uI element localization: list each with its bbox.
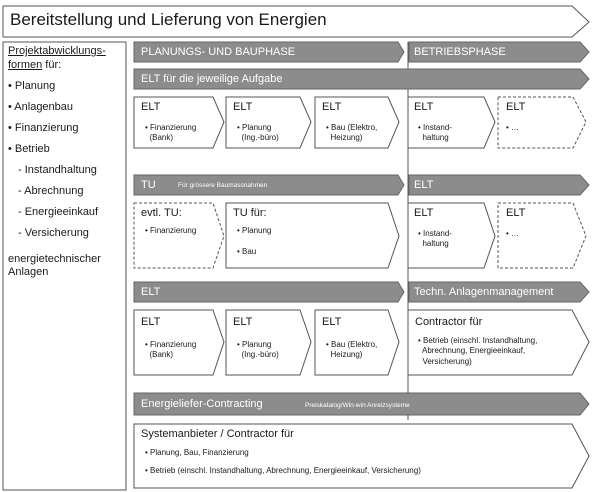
band3-header-right-label: Techn. Anlagenmanagement <box>414 286 554 298</box>
sidebar-item-finanzierung: • Finanzierung <box>8 122 79 134</box>
band1-header-label: ELT für die jeweilige Aufgabe <box>141 73 283 85</box>
sidebar-heading-underlined: formen <box>8 59 43 71</box>
band4-box-title: Systemanbieter / Contractor für <box>141 428 294 440</box>
band3-box-1-bullet: • Finanzierung (Bank) <box>145 340 197 360</box>
band3-box-1-title: ELT <box>141 316 161 328</box>
page-title: Bereitstellung und Lieferung von Energien <box>10 10 327 29</box>
sidebar-footer-line2: Anlagen <box>8 266 49 278</box>
sidebar-heading-line2 <box>8 59 61 72</box>
band3-box-2-bullet: • Planung (Ing.-büro) <box>237 340 279 360</box>
band1-box-2-bullet: • Planung (Ing.-büro) <box>237 123 279 143</box>
band3-box-4-bullet: • Betrieb (einschl. Instandhaltung, Abrechnung, Energieeinkauf, Versicherung) <box>418 336 538 366</box>
phase-operation-label: BETRIEBSPHASE <box>414 46 506 58</box>
band2-header-right-arrow <box>409 175 589 195</box>
band3-header-label: ELT <box>141 286 161 298</box>
band1-box-5-bullet: • … <box>506 123 520 132</box>
sidebar-item-instandhaltung: - Instandhaltung <box>18 164 97 176</box>
band4-header-note: Preiskatalog/Win-win Anreizsysteme <box>305 402 410 409</box>
sidebar-heading-suffix: für: <box>42 59 62 71</box>
band2-box-3-bullet: • Instand- haltung <box>418 229 452 249</box>
band2-box-4-title: ELT <box>506 207 526 219</box>
band1-box-4-title: ELT <box>414 101 434 113</box>
band2-box-1-bullet: • Finanzierung <box>145 226 197 235</box>
sidebar-item-planung: • Planung <box>8 80 56 92</box>
sidebar-item-abrechnung: - Abrechnung <box>18 185 84 197</box>
band2-box-1-title: evtl. TU: <box>141 207 182 219</box>
band1-box-1-bullet: • Finanzierung (Bank) <box>145 123 197 143</box>
band1-box-3-bullet: • Bau (Elektro, Heizung) <box>326 123 378 143</box>
band1-box-4-bullet: • Instand- haltung <box>418 123 452 143</box>
band1-box-2-title: ELT <box>233 101 253 113</box>
band2-box-2-title: TU für: <box>233 207 267 219</box>
sidebar-item-energieeinkauf: - Energieeinkauf <box>18 206 99 218</box>
sidebar-item-versicherung: - Versicherung <box>18 227 89 239</box>
band3-header-arrow <box>134 282 404 302</box>
band4-header-label: Energieliefer-Contracting <box>141 398 263 410</box>
sidebar-heading: Projektabwicklungs- <box>8 45 106 57</box>
band2-header-label: TU <box>141 179 156 191</box>
band2-header-note: Für grössere Baumassnahmen <box>178 182 268 189</box>
band4-box-bullet-2: • Betrieb (einschl. Instandhaltung, Abrechnung, Energieeinkauf, Versicherung) <box>145 466 421 475</box>
band3-box-2-title: ELT <box>233 316 253 328</box>
band1-box-1-title: ELT <box>141 101 161 113</box>
band3-box-3-title: ELT <box>322 316 342 328</box>
band2-box-3-title: ELT <box>414 207 434 219</box>
sidebar-footer-line1: energietechnischer <box>8 253 101 265</box>
phase-planning-label: PLANUNGS- UND BAUPHASE <box>141 46 296 58</box>
band2-box-2-bullet: • Planung • Bau <box>237 226 272 256</box>
band2-header-right-label: ELT <box>414 179 434 191</box>
band1-box-3-title: ELT <box>322 101 342 113</box>
sidebar-item-anlagenbau: • Anlagenbau <box>8 101 74 113</box>
band3-box-4-title: Contractor für <box>415 316 483 328</box>
band1-box-5-title: ELT <box>506 101 526 113</box>
sidebar-item-betrieb: • Betrieb <box>8 143 50 155</box>
band2-header-arrow <box>134 175 404 195</box>
band2-box-4-bullet: • … <box>506 229 520 238</box>
band4-box-bullet-1: • Planung, Bau, Finanzierung <box>145 448 249 457</box>
band3-box-3-bullet: • Bau (Elektro, Heizung) <box>326 340 378 360</box>
